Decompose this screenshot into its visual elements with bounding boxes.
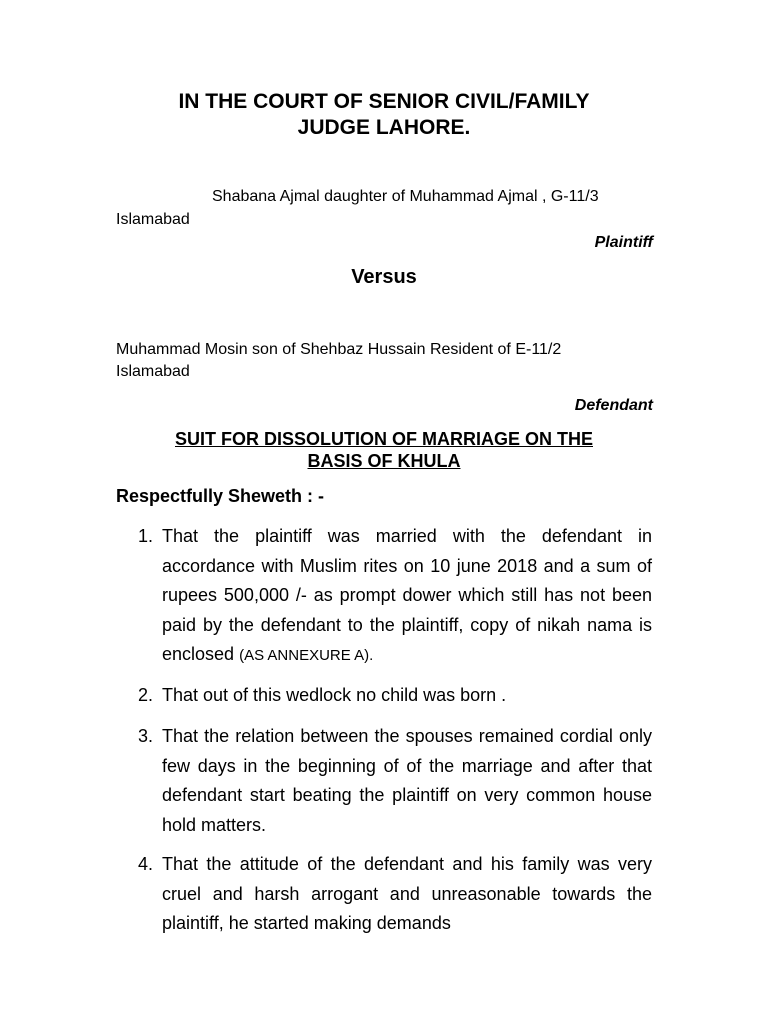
paragraph-1 — [162, 522, 652, 671]
respectfully-sheweth: Respectfully Sheweth : - — [116, 486, 325, 506]
paragraph-3-number: 3. — [138, 726, 154, 746]
plaintiff-label: Plaintiff — [594, 234, 653, 251]
paragraph-4-number: 4. — [138, 854, 154, 874]
plaintiff-line-2: Islamabad — [116, 211, 190, 228]
defendant-line-2: Islamabad — [116, 363, 190, 380]
annexure-reference: (AS ANNEXURE A). — [239, 647, 374, 664]
suit-title-line-2: BASIS OF KHULA — [307, 451, 461, 471]
paragraph-3-text: That the relation between the spouses remained cordial only few days in the beginning of of the marriage and after that defendant start beating the plaintiff on very common house hold matters. — [162, 726, 652, 835]
court-title-line-1: IN THE COURT OF SENIOR CIVIL/FAMILY — [178, 90, 590, 113]
defendant-label: Defendant — [574, 397, 653, 414]
paragraph-1-text: That the plaintiff was married with the defendant in accordance with Muslim rites on 10 june 2018 and a sum of rupees 500,000 /- as prompt dower which still has not been paid by the defendant to the plaintiff, copy of nikah nama is enclosed — [162, 526, 652, 664]
paragraph-2-text: That out of this wedlock no child was born . — [162, 685, 507, 705]
court-title-line-2: JUDGE LAHORE. — [297, 116, 471, 139]
plaintiff-line-1: Shabana Ajmal daughter of Muhammad Ajmal , G-11/3 — [212, 188, 599, 205]
paragraph-2-number: 2. — [138, 685, 154, 705]
suit-title-line-1: SUIT FOR DISSOLUTION OF MARRIAGE ON THE — [175, 429, 593, 449]
paragraph-4 — [162, 850, 652, 939]
paragraph-3 — [162, 722, 652, 840]
paragraph-1-number: 1. — [138, 526, 154, 546]
defendant-line-1: Muhammad Mosin son of Shehbaz Hussain Resident of E-11/2 — [116, 341, 562, 358]
versus-heading: Versus — [351, 266, 417, 288]
paragraph-4-text: That the attitude of the defendant and his family was very cruel and harsh arrogant and unreasonable towards the plaintiff, he started making demands — [162, 854, 652, 933]
paragraph-2 — [162, 681, 652, 711]
